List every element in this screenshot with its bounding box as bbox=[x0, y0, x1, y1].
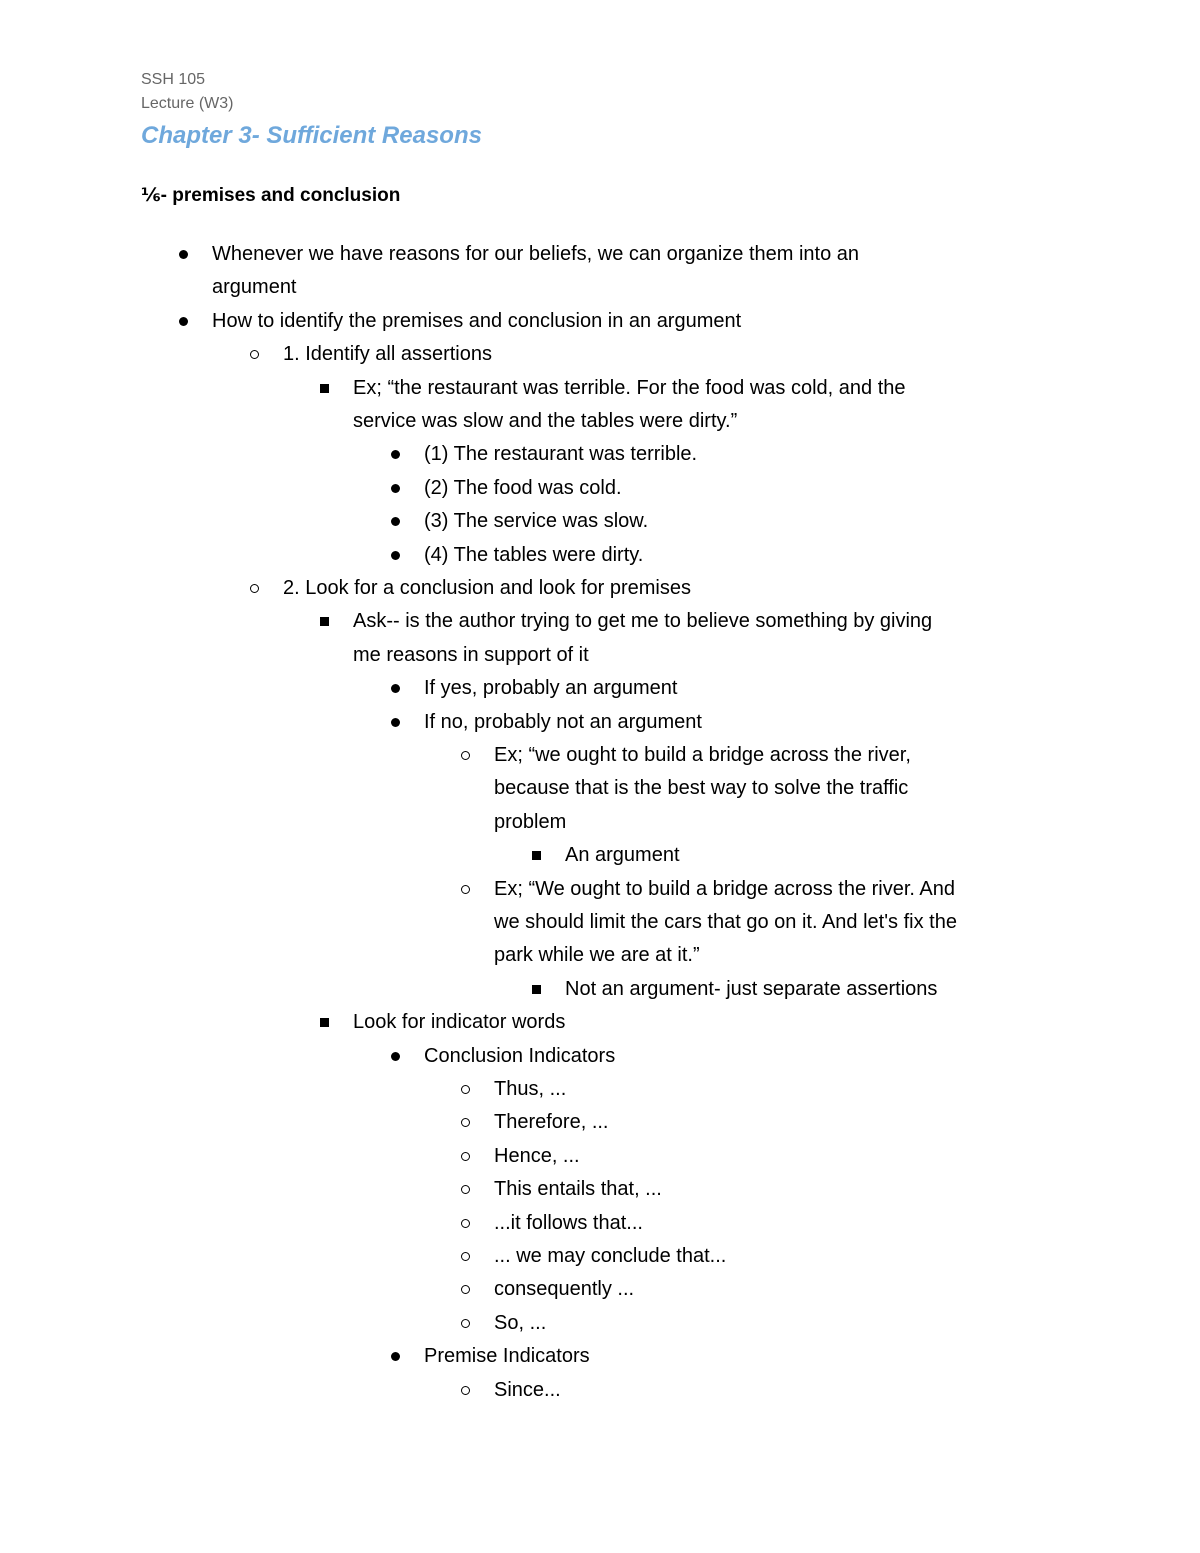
list-item: ... we may conclude that... bbox=[494, 1245, 727, 1267]
bullet-square-icon bbox=[532, 851, 541, 860]
bullet-dot-icon bbox=[391, 1052, 400, 1061]
bullet-circle-icon bbox=[461, 1152, 470, 1161]
bullet-square-icon bbox=[320, 1018, 329, 1027]
list-item: If yes, probably an argument bbox=[424, 677, 678, 700]
bullet-dot-icon bbox=[391, 450, 400, 459]
bullet-square-icon bbox=[532, 985, 541, 994]
list-item: So, ... bbox=[494, 1311, 547, 1334]
list-item: An argument bbox=[565, 844, 680, 867]
bullet-dot-icon bbox=[391, 484, 400, 493]
list-item: Conclusion Indicators bbox=[424, 1044, 616, 1067]
bullet-dot-icon bbox=[391, 718, 400, 727]
list-item: we should limit the cars that go on it. And let's fix the bbox=[494, 911, 957, 933]
page-title: Chapter 3- Sufficient Reasons bbox=[141, 122, 482, 149]
list-item: me reasons in support of it bbox=[353, 643, 589, 666]
lecture-label: Lecture (W3) bbox=[141, 95, 234, 112]
list-item: Not an argument- just separate assertions bbox=[565, 977, 938, 1000]
list-item: This entails that, ... bbox=[494, 1178, 662, 1201]
list-item: Thus, ... bbox=[494, 1078, 567, 1100]
list-item: problem bbox=[494, 810, 567, 833]
bullet-circle-icon bbox=[461, 885, 470, 894]
list-item: argument bbox=[212, 276, 297, 299]
list-item: Whenever we have reasons for our beliefs, we can organize them into an bbox=[212, 243, 860, 265]
list-item: ...it follows that... bbox=[494, 1211, 643, 1234]
bullet-circle-icon bbox=[461, 1118, 470, 1127]
list-item: Premise Indicators bbox=[424, 1345, 590, 1368]
bullet-circle-icon bbox=[461, 751, 470, 760]
bullet-circle-icon bbox=[461, 1285, 470, 1294]
list-item: If no, probably not an argument bbox=[424, 710, 702, 733]
bullet-circle-icon bbox=[461, 1319, 470, 1328]
list-item: 1. Identify all assertions bbox=[283, 343, 492, 366]
bullet-circle-icon bbox=[461, 1386, 470, 1395]
list-item: Look for indicator words bbox=[353, 1011, 566, 1034]
bullet-dot-icon bbox=[391, 517, 400, 526]
bullet-circle-icon bbox=[461, 1252, 470, 1261]
bullet-circle-icon bbox=[250, 350, 259, 359]
list-item: because that is the best way to solve the traffic bbox=[494, 777, 909, 800]
list-item: Ask-- is the author trying to get me to believe something by giving bbox=[353, 610, 933, 633]
bullet-dot-icon bbox=[391, 551, 400, 560]
bullet-circle-icon bbox=[461, 1219, 470, 1228]
list-item: consequently ... bbox=[494, 1278, 635, 1301]
list-item: Since... bbox=[494, 1378, 561, 1401]
bullet-dot-icon bbox=[391, 1352, 400, 1361]
list-item: (3) The service was slow. bbox=[424, 510, 649, 533]
list-item: How to identify the premises and conclusion in an argument bbox=[212, 309, 742, 332]
list-item: Ex; “the restaurant was terrible. For the food was cold, and the bbox=[353, 376, 906, 399]
bullet-dot-icon bbox=[179, 250, 188, 259]
bullet-dot-icon bbox=[391, 684, 400, 693]
section-heading: ⅙- premises and conclusion bbox=[141, 185, 401, 206]
list-item: (4) The tables were dirty. bbox=[424, 543, 644, 566]
bullet-circle-icon bbox=[461, 1185, 470, 1194]
list-item: Therefore, ... bbox=[494, 1111, 609, 1134]
bullet-square-icon bbox=[320, 617, 329, 626]
list-item: 2. Look for a conclusion and look for premises bbox=[283, 577, 691, 599]
bullet-square-icon bbox=[320, 384, 329, 393]
list-item: Ex; “we ought to build a bridge across the river, bbox=[494, 744, 911, 766]
course-code: SSH 105 bbox=[141, 71, 206, 88]
bullet-circle-icon bbox=[250, 584, 259, 593]
list-item: service was slow and the tables were dirty.” bbox=[353, 410, 738, 432]
list-item: park while we are at it.” bbox=[494, 944, 700, 967]
list-item: (2) The food was cold. bbox=[424, 476, 622, 499]
bullet-circle-icon bbox=[461, 1085, 470, 1094]
list-item: Ex; “We ought to build a bridge across the river. And bbox=[494, 877, 955, 900]
bullet-dot-icon bbox=[179, 317, 188, 326]
list-item: Hence, ... bbox=[494, 1144, 580, 1167]
list-item: (1) The restaurant was terrible. bbox=[424, 443, 698, 466]
